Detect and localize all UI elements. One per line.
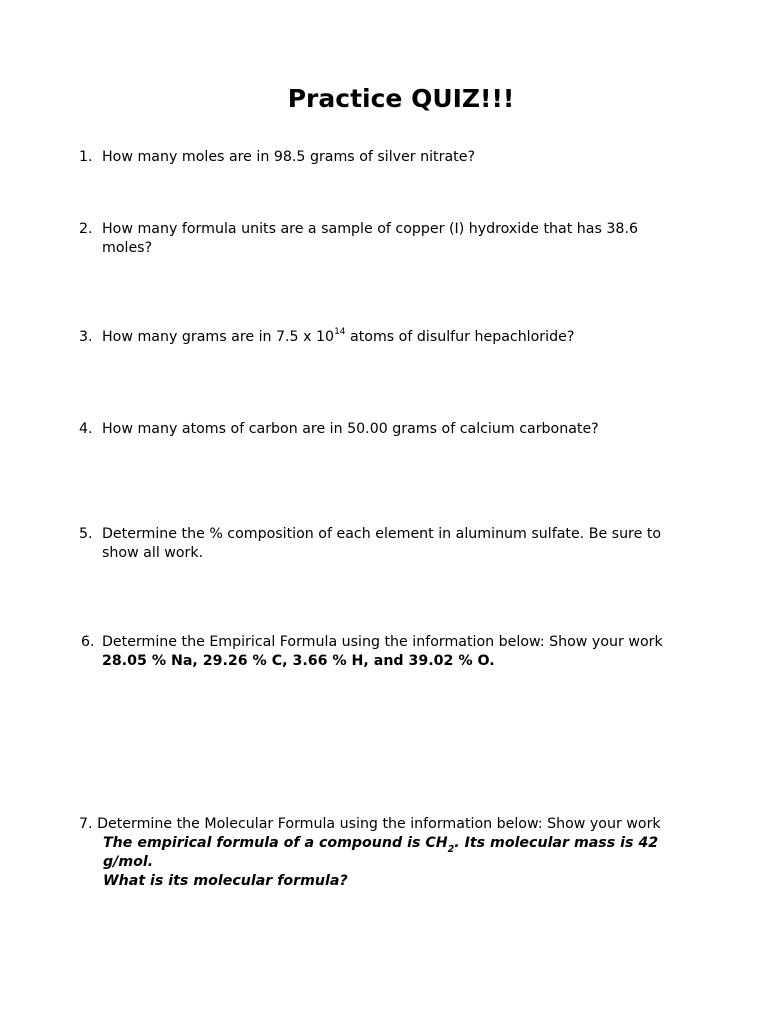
question-text-line-1: How many formula units are a sample of copper (I) hydroxide that has 38.6: [102, 221, 638, 237]
question-5: [79, 525, 719, 563]
question-text-start: How many grams are in 7.5 x 10: [102, 329, 335, 345]
question-number: 6.: [81, 634, 95, 650]
statement-start: The empirical formula of a compound is CH: [103, 835, 448, 851]
question-text: Determine the Molecular Formula using the information below: Show your work: [97, 816, 661, 832]
composition-data: 28.05 % Na, 29.26 % C, 3.66 % H, and 39.02 % O.: [102, 653, 495, 669]
question-text-end: atoms of disulfur hepachloride?: [345, 329, 575, 345]
question-heading: [79, 815, 719, 834]
molecular-mass-unit: g/mol.: [103, 854, 154, 870]
question-2: [79, 220, 719, 258]
question-text-line-2: show all work.: [102, 545, 204, 561]
exponent: 14: [334, 327, 346, 338]
question-6: [81, 633, 721, 671]
question-text: Determine the Empirical Formula using the information below: Show your work: [102, 634, 663, 650]
question-number: 2.: [79, 221, 93, 237]
question-7: [79, 815, 719, 891]
question-1: [79, 148, 719, 167]
question-text-line-1: Determine the % composition of each element in aluminum sulfate. Be sure to: [102, 526, 662, 542]
question-number: 3.: [79, 329, 93, 345]
subscript: 2: [447, 843, 455, 855]
question-text: How many atoms of carbon are in 50.00 grams of calcium carbonate?: [102, 421, 599, 437]
question-number: 5.: [79, 526, 93, 542]
question-text-line-2: moles?: [102, 240, 153, 256]
page-title: Practice QUIZ!!!: [287, 84, 515, 113]
question-number: 4.: [79, 421, 93, 437]
question-3: [79, 328, 719, 347]
molecular-formula-prompt: What is its molecular formula?: [103, 873, 348, 889]
question-4: [79, 420, 719, 439]
empirical-formula-statement: [103, 834, 719, 853]
question-number: 1.: [79, 149, 93, 165]
question-text: How many moles are in 98.5 grams of silver nitrate?: [102, 149, 475, 165]
question-number: 7.: [79, 816, 93, 832]
question-text: [102, 328, 719, 347]
statement-end: . Its molecular mass is 42: [454, 835, 659, 851]
